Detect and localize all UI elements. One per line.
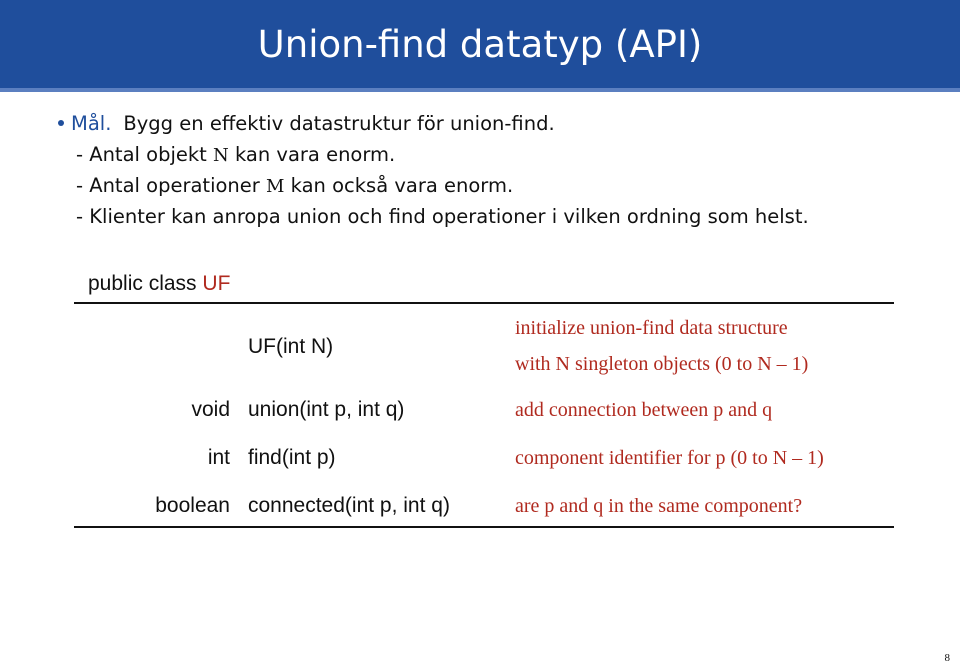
title-bar-underline bbox=[0, 88, 960, 92]
var-n: N bbox=[213, 145, 229, 166]
api-signature-connected: connected(int p, int q) bbox=[248, 494, 450, 517]
sub-bullet-operations-pre: - Antal operationer bbox=[76, 174, 260, 197]
goal-bullet bbox=[58, 110, 555, 138]
api-desc-connected: are p and q in the same component? bbox=[515, 495, 803, 517]
goal-label: Mål. bbox=[71, 112, 112, 135]
api-desc-constructor-line1: initialize union-find data structure bbox=[515, 317, 788, 339]
api-bottom-rule bbox=[74, 526, 894, 528]
sub-bullet-operations bbox=[76, 172, 513, 201]
bullet-dot-icon bbox=[58, 120, 64, 126]
page-number: 8 bbox=[944, 652, 950, 664]
api-signature-constructor: UF(int N) bbox=[248, 335, 334, 358]
api-desc-union: add connection between p and q bbox=[515, 399, 773, 421]
sub-bullet-clients: - Klienter kan anropa union och find operationer i vilken ordning som helst. bbox=[76, 205, 809, 228]
api-desc-find: component identifier for p (0 to N – 1) bbox=[515, 447, 824, 469]
api-header-prefix: public class bbox=[88, 272, 197, 295]
sub-bullet-objects bbox=[76, 141, 395, 170]
api-desc-constructor-line2: with N singleton objects (0 to N – 1) bbox=[515, 353, 809, 375]
slide-title: Union-find datatyp (API) bbox=[257, 23, 703, 66]
sub-bullet-objects-post: kan vara enorm. bbox=[234, 143, 396, 166]
sub-bullet-objects-pre: - Antal objekt bbox=[76, 143, 207, 166]
sub-bullet-operations-post: kan också vara enorm. bbox=[290, 174, 514, 197]
api-signature-find: find(int p) bbox=[248, 446, 336, 469]
api-signature-union: union(int p, int q) bbox=[248, 398, 405, 421]
api-type-find: int bbox=[207, 446, 230, 469]
api-header bbox=[88, 270, 230, 298]
api-top-rule bbox=[74, 302, 894, 304]
api-class-name: UF bbox=[202, 272, 231, 295]
api-type-connected: boolean bbox=[155, 494, 230, 517]
goal-text: Bygg en effektiv datastruktur för union-find. bbox=[123, 112, 555, 135]
var-m: M bbox=[266, 176, 285, 197]
api-type-union: void bbox=[191, 398, 230, 421]
